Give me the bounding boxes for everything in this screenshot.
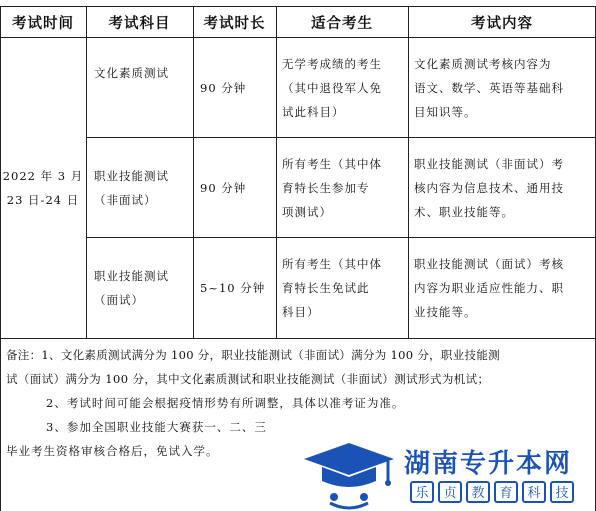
content-line: 文化素质测试考核内容为	[414, 57, 552, 71]
content-cell	[414, 238, 596, 338]
col-divider-4	[408, 6, 409, 338]
candidates-line: 试此科目）	[282, 105, 345, 119]
subject-line: 文化素质测试	[94, 66, 169, 80]
watermark-char: 育	[494, 481, 518, 503]
subject-line: （非面试）	[94, 193, 157, 207]
subject-line: 职业技能测试	[94, 169, 169, 183]
content-cell	[414, 138, 596, 238]
exam-time-line: 2022 年 3 月	[2, 169, 84, 183]
candidates-line: 项测试）	[282, 205, 332, 219]
subject-line: （面试）	[94, 293, 144, 307]
subject-line: 职业技能测试	[94, 269, 169, 283]
subject-cell	[94, 138, 193, 238]
content-line: 目知识等。	[414, 105, 477, 119]
duration-cell	[200, 238, 276, 338]
col-divider-2	[193, 6, 194, 338]
duration-value: 90 分钟	[200, 81, 247, 95]
content-line: 职业技能测试（非面试）考	[414, 157, 564, 171]
watermark-char: 科	[522, 481, 546, 503]
content-line: 内容为职业适应性能力、职	[414, 281, 564, 295]
candidates-cell	[282, 138, 408, 238]
candidates-line: 育特长生免试此	[282, 281, 370, 295]
candidates-line: 育特长生参加专	[282, 181, 370, 195]
duration-value: 90 分钟	[200, 181, 247, 195]
watermark-title: 湖南专升本网	[404, 449, 573, 479]
duration-cell	[200, 38, 276, 138]
candidates-line: 无学考成绩的考生	[282, 57, 382, 71]
content-line: 业技能等。	[414, 305, 477, 319]
header-exam-duration: 考试时长	[203, 14, 266, 32]
exam-time-line: 23 日-24 日	[6, 193, 80, 207]
table-body-bottom	[0, 338, 596, 339]
col-divider-3	[276, 6, 277, 338]
candidates-line: 科目）	[282, 305, 320, 319]
duration-value: 5~10 分钟	[200, 281, 266, 295]
header-exam-time: 考试时间	[12, 14, 74, 32]
content-cell	[414, 38, 596, 138]
candidates-line: 所有考生（其中体	[282, 257, 382, 271]
header-exam-subject: 考试科目	[108, 14, 171, 32]
watermark-char: 贞	[438, 481, 462, 503]
subject-cell	[94, 38, 193, 108]
watermark-char: 教	[466, 481, 490, 503]
candidates-line: （其中退役军人免	[282, 81, 382, 95]
graduation-cap-icon	[300, 437, 398, 511]
watermark-logo	[300, 437, 596, 511]
watermark-char: 技	[550, 481, 574, 503]
content-line: 语文、数学、英语等基础科	[414, 81, 564, 95]
watermark-char: 乐	[410, 481, 434, 503]
note-line: 毕业考生资格审核合格后，免试入学。	[6, 444, 219, 458]
subject-cell	[94, 238, 193, 338]
candidates-cell	[282, 238, 408, 338]
candidates-cell	[282, 38, 408, 138]
content-line: 术、职业技能等。	[414, 205, 514, 219]
header-candidates: 适合考生	[311, 14, 373, 32]
col-divider-1	[86, 6, 87, 338]
candidates-line: 所有考生（其中体	[282, 157, 382, 171]
note-line: 2、考试时间可能会根据疫情形势有所调整，具体以准考证为准。	[46, 396, 405, 410]
header-exam-content: 考试内容	[471, 14, 533, 32]
note-line: 试（面试）满分为 100 分，其中文化素质测试和职业技能测试（非面试）测试形式为机试；	[6, 372, 490, 386]
note-line: 3、参加全国职业技能大赛获一、二、三	[46, 420, 267, 434]
watermark-subtitle	[410, 481, 578, 505]
content-line: 核内容为信息技术、通用技	[414, 181, 564, 195]
note-line: 备注：1、文化素质测试满分为 100 分，职业技能测试（非面试）满分为 100 分，职业技能测	[6, 348, 500, 362]
exam-time-cell	[0, 38, 86, 338]
duration-cell	[200, 138, 276, 238]
content-line: 职业技能测试（面试）考核	[414, 257, 564, 271]
